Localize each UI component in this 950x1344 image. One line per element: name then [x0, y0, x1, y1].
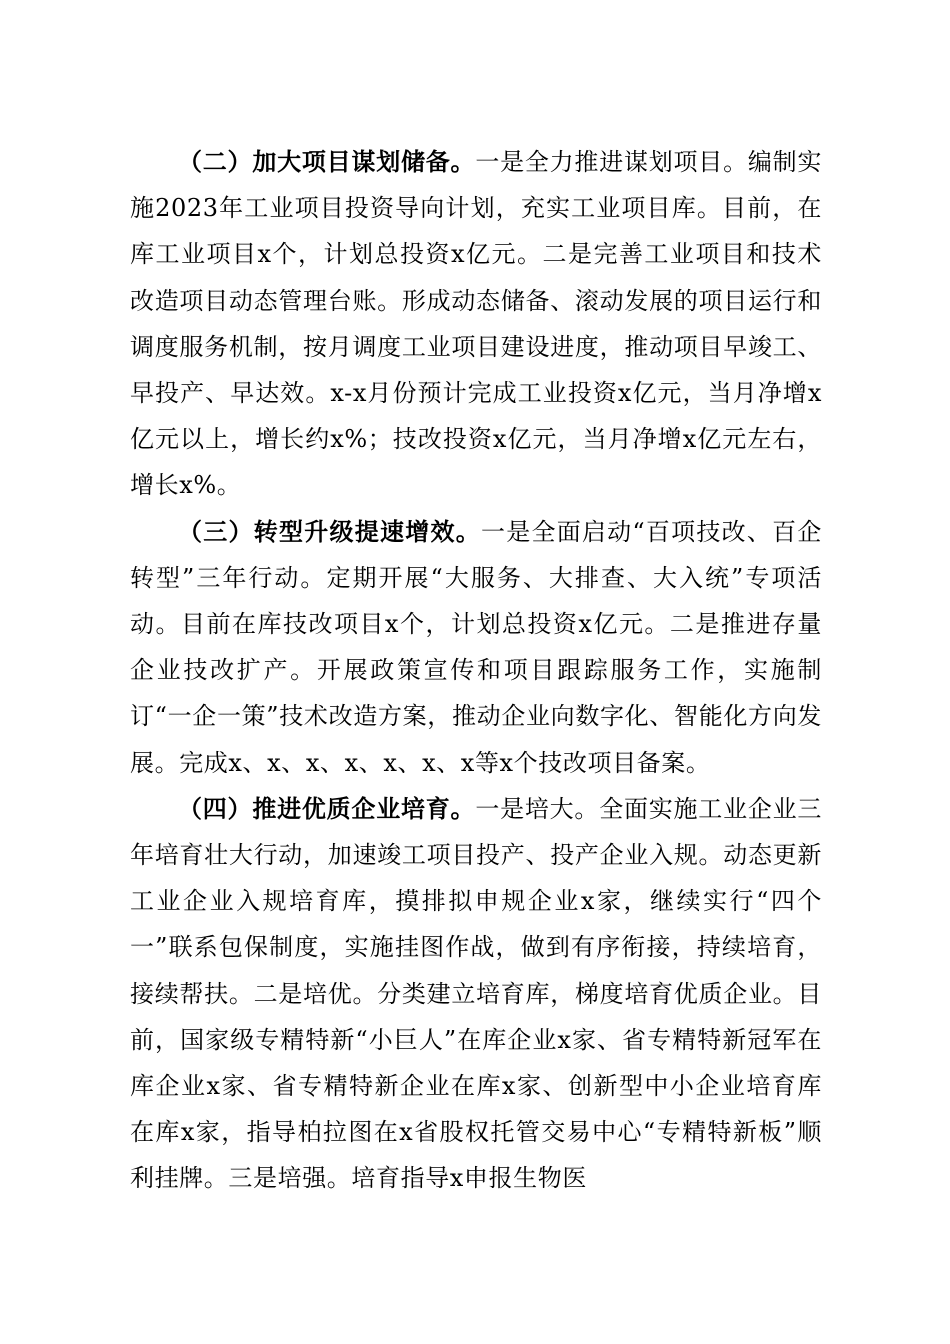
paragraph-project-planning	[130, 139, 822, 509]
paragraph-text: 一是全力推进谋划项目。编制实施2023年工业项目投资导向计划，充实工业项目库。目前，在库工业项目x个，计划总投资x亿元。二是完善工业项目和技术改造项目动态管理台账。形成动态储备、滚动发展的项目运行和调度服务机制，按月调度工业项目建设进度，推动项目早竣工、早投产、早达效。x-x月份预计完成工业投资x亿元，当月净增x亿元以上，增长约x%；技改投资x亿元，当月净增x亿元左右，增长x%。	[130, 148, 822, 500]
paragraph-text: 一是全面启动“百项技改、百企转型”三年行动。定期开展“大服务、大排查、大入统”专项活动。目前在库技改项目x个，计划总投资x亿元。二是推进存量企业技改扩产。开展政策宣传和项目跟踪服务工作，实施制订“一企一策”技术改造方案，推动企业向数字化、智能化方向发展。完成x、x、x、x、x、x、x等x个技改项目备案。	[130, 517, 823, 777]
paragraph-enterprise-cultivation	[130, 786, 822, 1202]
paragraph-transformation-upgrade	[130, 509, 822, 786]
document-body	[130, 139, 822, 1202]
paragraph-heading: （四）推进优质企业培育。	[178, 794, 476, 823]
paragraph-text: 一是培大。全面实施工业企业三年培育壮大行动，加速竣工项目投产、投产企业入规。动态更新工业企业入规培育库，摸排拟申规企业x家，继续实行“四个一”联系包保制度，实施挂图作战，做到有序衔接，持续培育，接续帮扶。二是培优。分类建立培育库，梯度培育优质企业。目前，国家级专精特新“小巨人”在库企业x家、省专精特新冠军在库企业x家、省专精特新企业在库x家、创新型中小企业培育库在库x家，指导柏拉图在x省股权托管交易中心“专精特新板”顺利挂牌。三是培强。培育指导x申报生物医	[130, 794, 822, 1193]
paragraph-heading: （三）转型升级提速增效。	[178, 517, 481, 546]
paragraph-heading: （二）加大项目谋划储备。	[178, 148, 476, 176]
